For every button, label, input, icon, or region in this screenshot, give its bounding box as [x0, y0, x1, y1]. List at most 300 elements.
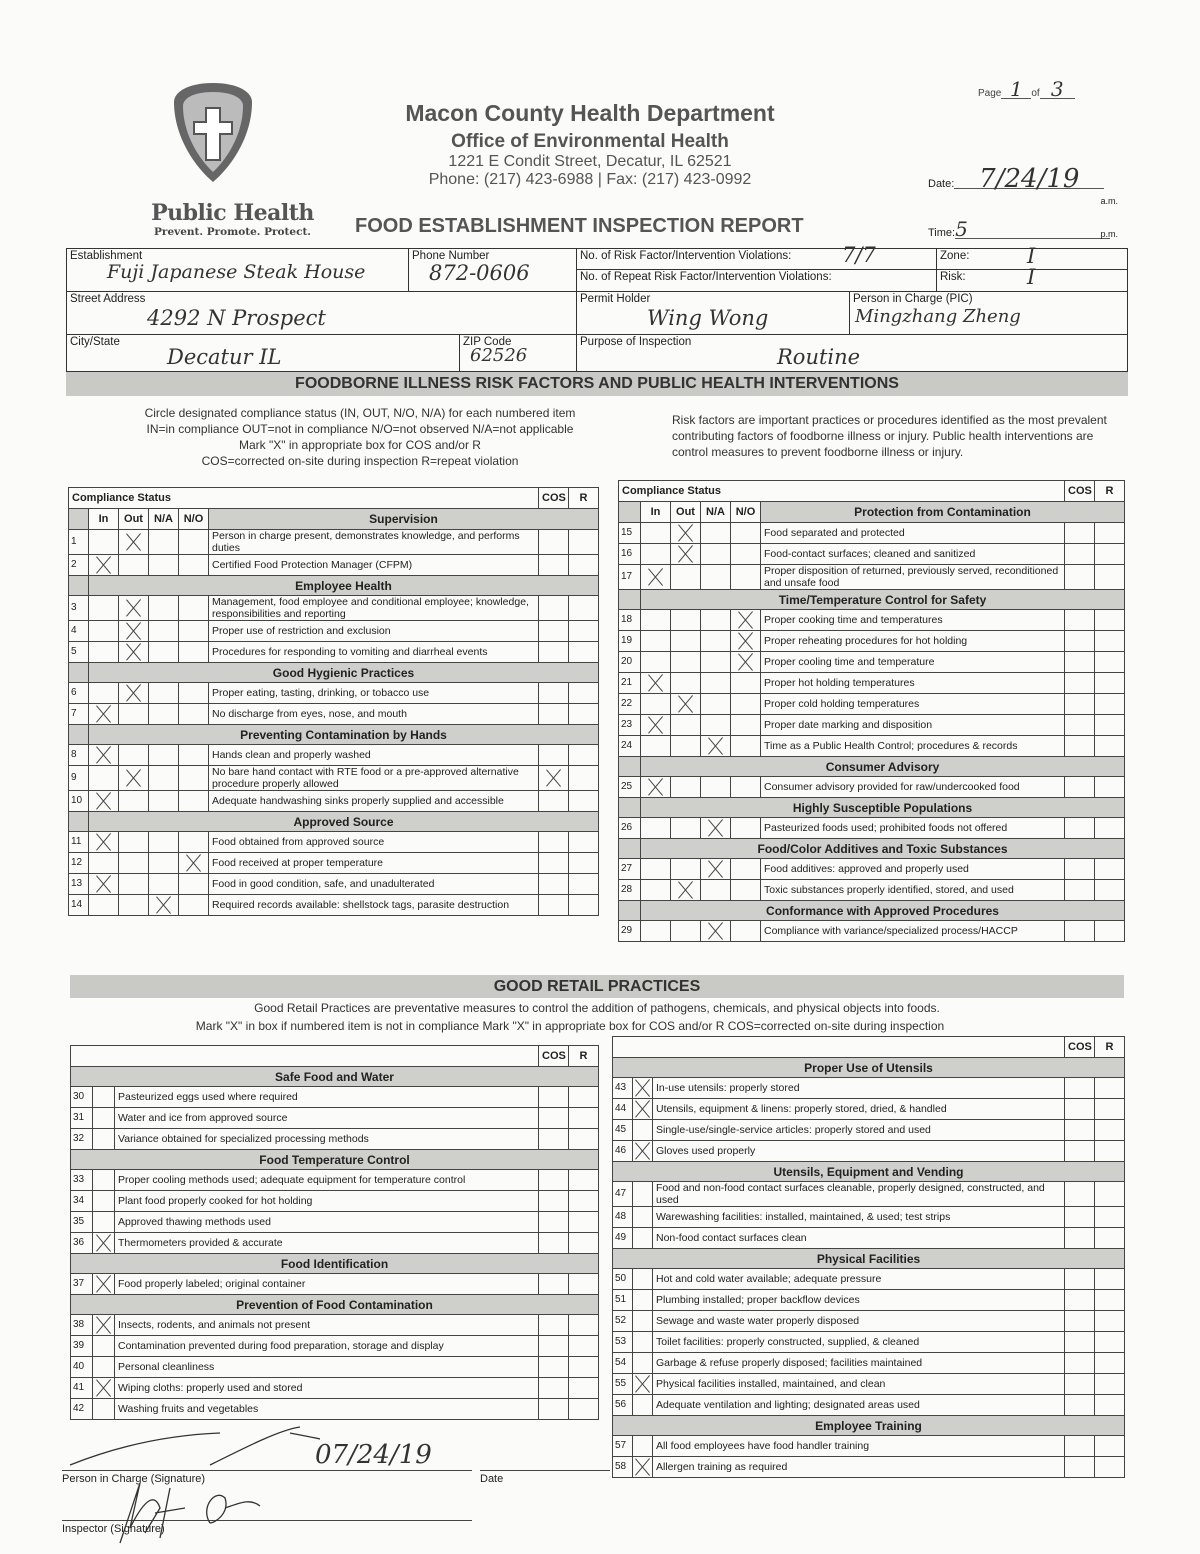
status-checkbox-in[interactable] [641, 673, 671, 694]
status-checkbox-no[interactable] [731, 523, 761, 544]
status-checkbox-na[interactable] [149, 895, 179, 916]
purpose-label: Purpose of Inspection [580, 336, 692, 348]
cos-checkbox[interactable] [1065, 1290, 1095, 1311]
status-checkbox-no[interactable] [731, 859, 761, 880]
status-checkbox-na[interactable] [701, 777, 731, 798]
noncompliance-checkbox[interactable] [633, 1290, 653, 1311]
cos-checkbox[interactable] [1065, 1332, 1095, 1353]
status-checkbox-in[interactable] [641, 523, 671, 544]
noncompliance-checkbox[interactable] [633, 1395, 653, 1416]
status-checkbox-in[interactable] [641, 736, 671, 757]
cos-checkbox[interactable] [1065, 715, 1095, 736]
logo-tagline: Prevent. Promote. Protect. [154, 226, 311, 238]
status-checkbox-out[interactable] [119, 874, 149, 895]
repeat-checkbox[interactable] [1095, 1374, 1125, 1395]
repeat-checkbox[interactable] [1095, 1207, 1125, 1228]
status-checkbox-na[interactable] [149, 832, 179, 853]
cos-checkbox[interactable] [1065, 1207, 1095, 1228]
cos-checkbox[interactable] [539, 530, 569, 555]
cos-checkbox[interactable] [1065, 1457, 1095, 1478]
noncompliance-checkbox[interactable] [633, 1228, 653, 1249]
status-checkbox-na[interactable] [149, 596, 179, 621]
repeat-checkbox[interactable] [1095, 565, 1125, 590]
cos-checkbox[interactable] [1065, 880, 1095, 901]
status-checkbox-out[interactable] [119, 596, 149, 621]
status-checkbox-na[interactable] [701, 652, 731, 673]
status-checkbox-no[interactable] [179, 642, 209, 663]
cos-checkbox[interactable] [539, 1087, 569, 1108]
cos-checkbox[interactable] [539, 1274, 569, 1295]
status-checkbox-na[interactable] [701, 818, 731, 839]
repeat-checkbox[interactable] [569, 596, 599, 621]
compliance-status-header: Compliance Status [619, 481, 1065, 502]
item-number: 26 [619, 818, 641, 839]
repeat-checkbox[interactable] [569, 683, 599, 704]
repeat-checkbox[interactable] [569, 1233, 599, 1254]
repeat-checkbox[interactable] [569, 642, 599, 663]
cos-checkbox[interactable] [1065, 1078, 1095, 1099]
repeat-checkbox[interactable] [569, 745, 599, 766]
noncompliance-checkbox[interactable] [633, 1269, 653, 1290]
status-checkbox-no[interactable] [731, 694, 761, 715]
repeat-checkbox[interactable] [1095, 1141, 1125, 1162]
cos-checkbox[interactable] [1065, 777, 1095, 798]
noncompliance-checkbox[interactable] [93, 1378, 115, 1399]
status-checkbox-in[interactable] [641, 777, 671, 798]
noncompliance-checkbox[interactable] [93, 1129, 115, 1150]
status-checkbox-in[interactable] [641, 859, 671, 880]
status-checkbox-out[interactable] [671, 544, 701, 565]
status-checkbox-out[interactable] [119, 704, 149, 725]
status-checkbox-out[interactable] [671, 736, 701, 757]
repeat-checkbox[interactable] [1095, 921, 1125, 942]
cos-checkbox[interactable] [539, 1336, 569, 1357]
cos-checkbox[interactable] [1065, 1395, 1095, 1416]
cos-checkbox[interactable] [539, 683, 569, 704]
status-checkbox-in[interactable] [89, 530, 119, 555]
table-row [613, 1141, 1125, 1162]
table-header-row [71, 1046, 599, 1067]
status-checkbox-na[interactable] [149, 874, 179, 895]
table-row [613, 1436, 1125, 1457]
status-checkbox-no[interactable] [179, 555, 209, 576]
status-checkbox-in[interactable] [89, 704, 119, 725]
repeat-checkbox[interactable] [1095, 1078, 1125, 1099]
status-checkbox-in[interactable] [641, 631, 671, 652]
repeat-checkbox[interactable] [569, 1357, 599, 1378]
status-checkbox-na[interactable] [701, 523, 731, 544]
status-checkbox-no[interactable] [179, 874, 209, 895]
noncompliance-checkbox[interactable] [93, 1170, 115, 1191]
cos-checkbox[interactable] [539, 1315, 569, 1336]
cos-checkbox[interactable] [539, 745, 569, 766]
repeat-checkbox[interactable] [1095, 673, 1125, 694]
cos-checkbox[interactable] [539, 1233, 569, 1254]
status-checkbox-na[interactable] [149, 621, 179, 642]
cos-checkbox[interactable] [539, 1399, 569, 1420]
status-checkbox-in[interactable] [89, 621, 119, 642]
repeat-checkbox[interactable] [1095, 1353, 1125, 1374]
noncompliance-checkbox[interactable] [93, 1233, 115, 1254]
status-checkbox-in[interactable] [641, 715, 671, 736]
status-checkbox-na[interactable] [149, 530, 179, 555]
status-checkbox-no[interactable] [731, 610, 761, 631]
repeat-checkbox[interactable] [1095, 818, 1125, 839]
status-checkbox-no[interactable] [731, 652, 761, 673]
cos-checkbox[interactable] [1065, 1374, 1095, 1395]
status-checkbox-in[interactable] [641, 694, 671, 715]
repeat-checkbox[interactable] [569, 766, 599, 791]
status-checkbox-out[interactable] [671, 673, 701, 694]
repeat-checkbox[interactable] [569, 1129, 599, 1150]
cos-checkbox[interactable] [1065, 1436, 1095, 1457]
item-description: Wiping cloths: properly used and stored [115, 1378, 539, 1399]
cos-checkbox[interactable] [1065, 673, 1095, 694]
status-checkbox-no[interactable] [731, 715, 761, 736]
status-checkbox-out[interactable] [671, 631, 701, 652]
status-checkbox-no[interactable] [731, 777, 761, 798]
cos-checkbox[interactable] [539, 704, 569, 725]
repeat-checkbox[interactable] [1095, 777, 1125, 798]
table-row [71, 1191, 599, 1212]
noncompliance-checkbox[interactable] [633, 1436, 653, 1457]
repeat-checkbox[interactable] [569, 1399, 599, 1420]
repeat-checkbox[interactable] [1095, 1332, 1125, 1353]
cos-checkbox[interactable] [539, 832, 569, 853]
cos-checkbox[interactable] [539, 596, 569, 621]
cos-checkbox[interactable] [1065, 652, 1095, 673]
repeat-checkbox[interactable] [1095, 694, 1125, 715]
cos-checkbox[interactable] [1065, 1269, 1095, 1290]
noncompliance-checkbox[interactable] [93, 1336, 115, 1357]
section-spacer [619, 901, 641, 921]
noncompliance-checkbox[interactable] [93, 1191, 115, 1212]
item-description: Variance obtained for specialized processing methods [115, 1129, 539, 1150]
status-checkbox-na[interactable] [149, 704, 179, 725]
status-checkbox-no[interactable] [179, 791, 209, 812]
status-checkbox-na[interactable] [701, 544, 731, 565]
status-checkbox-in[interactable] [89, 874, 119, 895]
status-checkbox-na[interactable] [149, 766, 179, 791]
status-checkbox-na[interactable] [701, 736, 731, 757]
status-checkbox-no[interactable] [179, 832, 209, 853]
noncompliance-checkbox[interactable] [93, 1087, 115, 1108]
cos-checkbox[interactable] [1065, 1182, 1095, 1207]
status-checkbox-no[interactable] [731, 565, 761, 590]
repeat-checkbox[interactable] [1095, 1228, 1125, 1249]
repeat-checkbox[interactable] [569, 1170, 599, 1191]
status-checkbox-in[interactable] [89, 683, 119, 704]
status-checkbox-in[interactable] [89, 745, 119, 766]
status-checkbox-no[interactable] [179, 621, 209, 642]
cos-checkbox[interactable] [1065, 921, 1095, 942]
repeat-checkbox[interactable] [1095, 1120, 1125, 1141]
status-checkbox-no[interactable] [179, 895, 209, 916]
status-checkbox-in[interactable] [89, 832, 119, 853]
status-checkbox-in[interactable] [89, 642, 119, 663]
item-number: 16 [619, 544, 641, 565]
repeat-checkbox[interactable] [569, 1315, 599, 1336]
status-checkbox-out[interactable] [671, 610, 701, 631]
noncompliance-checkbox[interactable] [633, 1120, 653, 1141]
cos-checkbox[interactable] [539, 1357, 569, 1378]
cos-checkbox[interactable] [1065, 859, 1095, 880]
status-checkbox-in[interactable] [89, 555, 119, 576]
repeat-checkbox[interactable] [1095, 736, 1125, 757]
city-label: City/State [70, 336, 120, 348]
cos-checkbox[interactable] [1065, 1141, 1095, 1162]
cos-checkbox[interactable] [539, 1129, 569, 1150]
cos-checkbox[interactable] [1065, 523, 1095, 544]
status-checkbox-no[interactable] [731, 818, 761, 839]
cos-checkbox[interactable] [539, 642, 569, 663]
repeat-checkbox[interactable] [569, 1336, 599, 1357]
status-checkbox-na[interactable] [701, 921, 731, 942]
section-heading: Food/Color Additives and Toxic Substances [641, 839, 1125, 859]
status-checkbox-na[interactable] [701, 694, 731, 715]
noncompliance-checkbox[interactable] [93, 1357, 115, 1378]
cos-checkbox[interactable] [539, 874, 569, 895]
status-checkbox-out[interactable] [671, 652, 701, 673]
repeat-checkbox[interactable] [1095, 610, 1125, 631]
section-heading: Supervision [209, 509, 599, 530]
status-checkbox-na[interactable] [701, 610, 731, 631]
noncompliance-checkbox[interactable] [633, 1353, 653, 1374]
status-checkbox-in[interactable] [641, 921, 671, 942]
repeat-checkbox[interactable] [569, 1087, 599, 1108]
repeat-checkbox[interactable] [569, 1191, 599, 1212]
cos-checkbox[interactable] [539, 1108, 569, 1129]
cos-checkbox[interactable] [1065, 1228, 1095, 1249]
status-checkbox-out[interactable] [119, 745, 149, 766]
cos-checkbox[interactable] [1065, 544, 1095, 565]
item-number: 34 [71, 1191, 93, 1212]
noncompliance-checkbox[interactable] [633, 1141, 653, 1162]
repeat-checkbox[interactable] [1095, 1099, 1125, 1120]
x-mark [633, 1457, 653, 1477]
repeat-checkbox[interactable] [569, 1378, 599, 1399]
repeat-checkbox[interactable] [569, 621, 599, 642]
section-heading: Employee Training [613, 1416, 1125, 1436]
risk-label: Risk: [940, 271, 966, 283]
item-number: 19 [619, 631, 641, 652]
repeat-checkbox[interactable] [1095, 1436, 1125, 1457]
status-checkbox-out[interactable] [119, 832, 149, 853]
repeat-checkbox[interactable] [1095, 1290, 1125, 1311]
repeat-checkbox[interactable] [1095, 652, 1125, 673]
status-checkbox-na[interactable] [701, 880, 731, 901]
item-number: 39 [71, 1336, 93, 1357]
repeat-checkbox[interactable] [1095, 859, 1125, 880]
cos-checkbox[interactable] [539, 1378, 569, 1399]
status-checkbox-na[interactable] [701, 859, 731, 880]
status-checkbox-in[interactable] [641, 652, 671, 673]
repeat-checkbox[interactable] [569, 555, 599, 576]
cos-checkbox[interactable] [539, 791, 569, 812]
status-checkbox-out[interactable] [671, 565, 701, 590]
cos-checkbox[interactable] [539, 1212, 569, 1233]
status-checkbox-no[interactable] [179, 853, 209, 874]
repeat-checkbox[interactable] [1095, 1269, 1125, 1290]
cos-checkbox[interactable] [539, 1191, 569, 1212]
status-checkbox-out[interactable] [119, 791, 149, 812]
status-checkbox-na[interactable] [149, 791, 179, 812]
repeat-checkbox[interactable] [569, 1108, 599, 1129]
status-checkbox-in[interactable] [89, 766, 119, 791]
repeat-checkbox[interactable] [1095, 1395, 1125, 1416]
status-checkbox-na[interactable] [149, 745, 179, 766]
cos-checkbox[interactable] [1065, 736, 1095, 757]
item-number: 48 [613, 1207, 633, 1228]
status-checkbox-out[interactable] [671, 777, 701, 798]
status-checkbox-out[interactable] [671, 818, 701, 839]
status-checkbox-no[interactable] [179, 766, 209, 791]
page-of-label: of [1031, 88, 1040, 99]
item-description: Food obtained from approved source [209, 832, 539, 853]
noncompliance-checkbox[interactable] [93, 1315, 115, 1336]
repeat-checkbox[interactable] [1095, 1182, 1125, 1207]
noncompliance-checkbox[interactable] [93, 1399, 115, 1420]
repeat-checkbox[interactable] [1095, 544, 1125, 565]
noncompliance-checkbox[interactable] [633, 1099, 653, 1120]
status-checkbox-na[interactable] [149, 853, 179, 874]
city-field [67, 335, 460, 371]
status-checkbox-na[interactable] [701, 673, 731, 694]
status-checkbox-out[interactable] [119, 683, 149, 704]
item-description: Proper cooking time and temperatures [761, 610, 1065, 631]
cos-checkbox[interactable] [1065, 1311, 1095, 1332]
status-checkbox-in[interactable] [641, 610, 671, 631]
noncompliance-checkbox[interactable] [633, 1332, 653, 1353]
intro-line: Circle designated compliance status (IN, OUT, N/O, N/A) for each numbered item [144, 406, 576, 420]
cos-checkbox[interactable] [1065, 694, 1095, 715]
status-checkbox-out[interactable] [119, 621, 149, 642]
status-checkbox-no[interactable] [179, 683, 209, 704]
cos-checkbox[interactable] [539, 766, 569, 791]
status-checkbox-no[interactable] [731, 736, 761, 757]
x-mark [184, 853, 204, 873]
repeat-checkbox[interactable] [569, 791, 599, 812]
table-row [619, 736, 1125, 757]
status-checkbox-na[interactable] [149, 642, 179, 663]
x-mark [736, 652, 756, 672]
status-checkbox-na[interactable] [701, 565, 731, 590]
cos-checkbox[interactable] [1065, 1099, 1095, 1120]
status-checkbox-out[interactable] [119, 530, 149, 555]
noncompliance-checkbox[interactable] [93, 1212, 115, 1233]
status-checkbox-no[interactable] [179, 745, 209, 766]
cos-checkbox[interactable] [539, 621, 569, 642]
status-checkbox-no[interactable] [179, 704, 209, 725]
repeat-checkbox[interactable] [569, 704, 599, 725]
cos-checkbox[interactable] [1065, 565, 1095, 590]
repeat-checkbox[interactable] [1095, 715, 1125, 736]
status-checkbox-out[interactable] [671, 523, 701, 544]
noncompliance-checkbox[interactable] [93, 1108, 115, 1129]
repeat-checkbox[interactable] [1095, 1311, 1125, 1332]
noncompliance-checkbox[interactable] [633, 1207, 653, 1228]
noncompliance-checkbox[interactable] [633, 1078, 653, 1099]
status-checkbox-out[interactable] [119, 555, 149, 576]
status-checkbox-out[interactable] [671, 880, 701, 901]
cos-checkbox[interactable] [1065, 631, 1095, 652]
status-checkbox-na[interactable] [701, 715, 731, 736]
repeat-checkbox[interactable] [569, 895, 599, 916]
section-spacer [619, 839, 641, 859]
cos-checkbox[interactable] [1065, 1120, 1095, 1141]
status-checkbox-no[interactable] [731, 880, 761, 901]
noncompliance-checkbox[interactable] [93, 1274, 115, 1295]
status-checkbox-in[interactable] [89, 791, 119, 812]
noncompliance-checkbox[interactable] [633, 1374, 653, 1395]
repeat-checkbox[interactable] [1095, 1457, 1125, 1478]
item-number: 8 [69, 745, 89, 766]
cos-checkbox[interactable] [539, 895, 569, 916]
noncompliance-checkbox[interactable] [633, 1311, 653, 1332]
item-description: Proper date marking and disposition [761, 715, 1065, 736]
status-checkbox-in[interactable] [89, 895, 119, 916]
repeat-checkbox[interactable] [569, 1212, 599, 1233]
status-checkbox-out[interactable] [119, 766, 149, 791]
repeat-checkbox[interactable] [1095, 631, 1125, 652]
status-checkbox-no[interactable] [731, 631, 761, 652]
status-checkbox-no[interactable] [731, 673, 761, 694]
status-checkbox-na[interactable] [149, 683, 179, 704]
status-checkbox-no[interactable] [179, 530, 209, 555]
repeat-checkbox[interactable] [569, 530, 599, 555]
cos-checkbox[interactable] [539, 1170, 569, 1191]
status-checkbox-out[interactable] [119, 853, 149, 874]
cos-checkbox[interactable] [1065, 610, 1095, 631]
noncompliance-checkbox[interactable] [633, 1457, 653, 1478]
status-checkbox-no[interactable] [731, 921, 761, 942]
cos-checkbox[interactable] [1065, 818, 1095, 839]
cos-checkbox[interactable] [1065, 1353, 1095, 1374]
status-checkbox-out[interactable] [671, 921, 701, 942]
status-checkbox-in[interactable] [89, 596, 119, 621]
repeat-checkbox[interactable] [569, 853, 599, 874]
status-checkbox-in[interactable] [641, 880, 671, 901]
repeat-checkbox[interactable] [569, 832, 599, 853]
status-checkbox-no[interactable] [179, 596, 209, 621]
table-row [613, 1078, 1125, 1099]
repeat-checkbox[interactable] [569, 1274, 599, 1295]
status-checkbox-out[interactable] [671, 859, 701, 880]
item-number: 49 [613, 1228, 633, 1249]
status-checkbox-out[interactable] [119, 642, 149, 663]
cos-checkbox[interactable] [539, 555, 569, 576]
noncompliance-checkbox[interactable] [633, 1182, 653, 1207]
status-checkbox-out[interactable] [671, 715, 701, 736]
zip-field [460, 335, 577, 371]
item-number: 51 [613, 1290, 633, 1311]
status-checkbox-na[interactable] [149, 555, 179, 576]
item-number: 50 [613, 1269, 633, 1290]
status-checkbox-out[interactable] [671, 694, 701, 715]
status-checkbox-in[interactable] [641, 818, 671, 839]
repeat-checkbox[interactable] [1095, 523, 1125, 544]
status-checkbox-out[interactable] [119, 895, 149, 916]
repeat-checkbox[interactable] [1095, 880, 1125, 901]
status-checkbox-no[interactable] [731, 544, 761, 565]
cos-checkbox[interactable] [539, 853, 569, 874]
status-checkbox-in[interactable] [641, 544, 671, 565]
pic-field [850, 292, 1127, 335]
repeat-checkbox[interactable] [569, 874, 599, 895]
status-checkbox-in[interactable] [641, 565, 671, 590]
status-checkbox-na[interactable] [701, 631, 731, 652]
status-checkbox-in[interactable] [89, 853, 119, 874]
